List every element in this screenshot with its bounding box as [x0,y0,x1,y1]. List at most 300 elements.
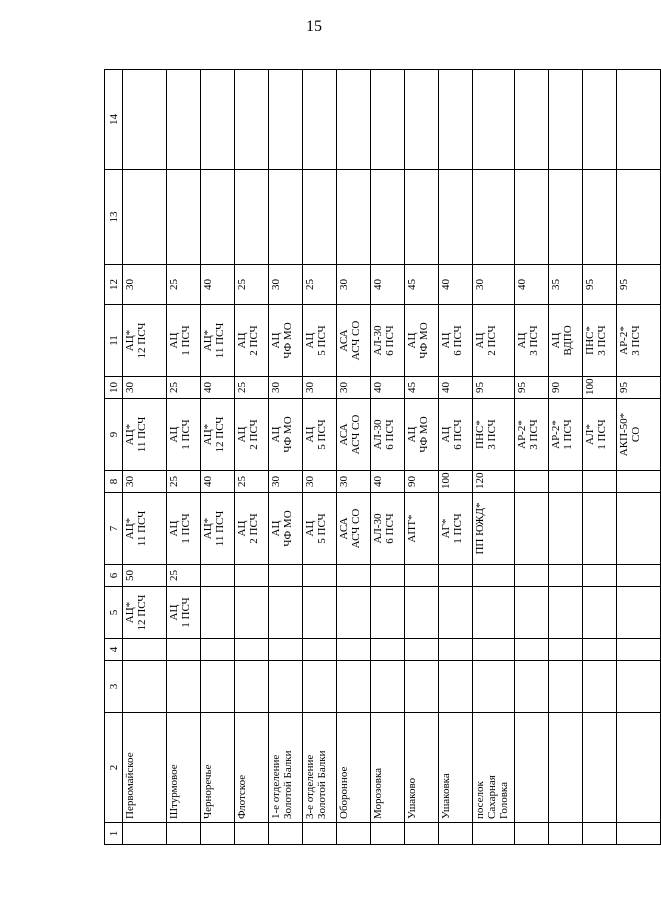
table-cell [201,639,235,661]
table-row [167,70,201,845]
cell-text: АСА [338,423,350,446]
table-cell [583,265,617,305]
table-cell [583,565,617,587]
table-row [303,70,337,845]
table-cell [303,639,337,661]
table-cell [123,377,167,399]
table-cell [405,493,439,565]
cell-text: 1 ПСЧ [180,325,192,356]
table-cell [617,170,661,265]
table-row [549,70,583,845]
cell-text: Ушаково [406,777,418,819]
settlement-name-cell [405,713,439,823]
cell-text: 12 ПСЧ [214,416,226,453]
table-cell [515,377,549,399]
cell-text: 30 [304,476,316,487]
table-cell [303,471,337,493]
table-cell [337,399,371,471]
settlement-name-cell [123,713,167,823]
column-number-3: 3 [105,661,123,713]
table-cell [167,399,201,471]
cell-text: 25 [168,382,180,393]
table-cell [371,639,405,661]
cell-text: АЦ [406,332,418,349]
cell-text: АЦ [304,520,316,537]
table-cell [617,565,661,587]
table-cell [583,639,617,661]
cell-text: 30 [304,382,316,393]
settlement-name-cell [167,713,201,823]
cell-text: АЦ [406,426,418,443]
cell-text: 30 [124,476,136,487]
table-cell [549,587,583,639]
table-cell [549,170,583,265]
table-cell [235,661,269,713]
cell-text: 2 ПСЧ [248,419,260,450]
table-cell [303,265,337,305]
table-cell [303,493,337,565]
cell-text: 1 ПСЧ [180,513,192,544]
table-cell [473,70,515,170]
table-cell [201,823,235,845]
cell-text: АСА [338,329,350,352]
cell-text: АЦ* [124,423,136,446]
cell-text: 25 [168,570,180,581]
table-cell [167,305,201,377]
table-cell [123,639,167,661]
cell-text: АЦ [440,332,452,349]
cell-text: 6 ПСЧ [384,419,396,450]
table-cell [371,70,405,170]
table-cell [439,565,473,587]
table-cell [235,471,269,493]
cell-text: 45 [406,279,418,290]
settlement-name-cell [201,713,235,823]
cell-text: ПНС* [474,420,486,449]
cell-text: 2 ПСЧ [248,325,260,356]
table-cell [617,70,661,170]
table-cell [337,170,371,265]
cell-text: 11 ПСЧ [136,416,148,453]
table-cell [473,661,515,713]
table-cell [583,70,617,170]
settlement-name-cell [337,713,371,823]
table-cell [337,661,371,713]
cell-text: АЦ* [124,601,136,624]
table-row [405,70,439,845]
table-cell [235,170,269,265]
column-number-14: 14 [105,70,123,170]
table-cell [123,587,167,639]
table-cell [371,661,405,713]
cell-text: 11 ПСЧ [214,510,226,547]
table-cell [201,305,235,377]
table-cell [617,823,661,845]
table-cell [269,493,303,565]
cell-text: ПНС* [584,326,596,355]
table-cell [473,399,515,471]
cell-text: 30 [124,382,136,393]
cell-text: АЦ [304,426,316,443]
table-cell [167,471,201,493]
cell-text: АР-2* [618,326,630,355]
cell-text: Головка [498,782,510,819]
cell-text: АСА [338,517,350,540]
table-cell [123,70,167,170]
table-cell [405,823,439,845]
table-cell [515,493,549,565]
settlement-name-cell [303,713,337,823]
table-cell [371,493,405,565]
cell-text: 3 ПСЧ [596,325,608,356]
cell-text: АЦ [168,332,180,349]
cell-text: 25 [168,279,180,290]
table-cell [473,639,515,661]
table-cell [473,265,515,305]
table-cell [269,399,303,471]
table-cell [269,661,303,713]
cell-text: 40 [440,382,452,393]
cell-text: ЧФ МО [282,416,294,453]
table-cell [549,377,583,399]
cell-text: 2 ПСЧ [486,325,498,356]
table-cell [123,305,167,377]
table-cell [269,265,303,305]
table-cell [439,661,473,713]
cell-text: Сахарная [486,775,498,819]
table-cell [583,471,617,493]
table-cell [439,70,473,170]
table-cell [405,639,439,661]
cell-text: АЦ [304,332,316,349]
table-cell [303,823,337,845]
table-cell [549,305,583,377]
table-cell [405,170,439,265]
table-cell [337,823,371,845]
column-number-8: 8 [105,471,123,493]
table-cell [549,493,583,565]
table-cell [269,377,303,399]
column-number-12: 12 [105,265,123,305]
table-cell [405,70,439,170]
cell-text: АКП-50* [618,412,630,457]
cell-text: АЦ* [124,329,136,352]
table-cell [167,661,201,713]
table-cell [201,587,235,639]
cell-text: 40 [372,382,384,393]
table-row [235,70,269,845]
table-cell [583,661,617,713]
table-cell [167,823,201,845]
settlement-name-cell [549,713,583,823]
table-cell [337,265,371,305]
table-cell [617,265,661,305]
table-cell [473,493,515,565]
table-cell [235,305,269,377]
cell-text: АЦ* [202,517,214,540]
settlement-name-cell [617,713,661,823]
table-cell [473,170,515,265]
table-cell [515,587,549,639]
cell-text: АСЧ СО [350,414,362,455]
table-cell [439,399,473,471]
table-cell [515,399,549,471]
table-cell [235,565,269,587]
cell-text: АР-2* [516,420,528,449]
settlement-name-cell [439,713,473,823]
table-cell [515,305,549,377]
cell-text: АСЧ СО [350,320,362,361]
table-cell [303,377,337,399]
table-cell [549,565,583,587]
cell-text: АЦ [516,332,528,349]
table-cell [337,70,371,170]
table-cell [617,493,661,565]
table-cell [201,493,235,565]
cell-text: АЦ [550,332,562,349]
table-cell [549,661,583,713]
table-cell [269,70,303,170]
settlement-name-cell [583,713,617,823]
table-cell [337,305,371,377]
table-cell [515,471,549,493]
table-cell [123,493,167,565]
cell-text: 95 [584,279,596,290]
cell-text: АПТ* [406,514,418,543]
table-cell [549,70,583,170]
table-cell [201,70,235,170]
table-cell [439,587,473,639]
table-cell [515,70,549,170]
table-cell [549,399,583,471]
table-cell [371,377,405,399]
table-cell [515,565,549,587]
table-cell [405,471,439,493]
settlement-name-cell [371,713,405,823]
column-number-10: 10 [105,377,123,399]
table-cell [473,305,515,377]
cell-text: ЧФ МО [418,416,430,453]
cell-text: АР-2* [550,420,562,449]
cell-text: 5 ПСЧ [316,419,328,450]
table-cell [405,265,439,305]
table-row [123,70,167,845]
cell-text: 90 [406,476,418,487]
column-number-11: 11 [105,305,123,377]
table-cell [235,399,269,471]
cell-text: 30 [270,476,282,487]
cell-text: 95 [618,382,630,393]
settlement-name-cell [473,713,515,823]
table-cell [371,471,405,493]
column-number-2: 2 [105,713,123,823]
table-cell [303,170,337,265]
column-number-5: 5 [105,587,123,639]
table-cell [303,399,337,471]
table-cell [439,305,473,377]
cell-text: 40 [516,279,528,290]
table-cell [303,661,337,713]
table-cell [337,639,371,661]
cell-text: АЛ-30 [372,513,384,544]
table-cell [235,265,269,305]
column-number-9: 9 [105,399,123,471]
table-cell [123,399,167,471]
table-row [439,70,473,845]
cell-text: 30 [338,382,350,393]
cell-text: 30 [338,279,350,290]
table-cell [583,377,617,399]
cell-text: Штурмовое [168,764,180,819]
table-cell [337,587,371,639]
table-row [269,70,303,845]
table-cell [167,377,201,399]
table-cell [405,565,439,587]
table-cell [167,493,201,565]
table-cell [617,639,661,661]
cell-text: 95 [516,382,528,393]
cell-text: 40 [372,279,384,290]
cell-text: 30 [338,476,350,487]
cell-text: АСЧ СО [350,508,362,549]
table-cell [515,170,549,265]
table-cell [303,305,337,377]
table-cell [371,170,405,265]
cell-text: 40 [202,279,214,290]
cell-text: 2 ПСЧ [248,513,260,544]
table-cell [303,587,337,639]
table-cell [235,639,269,661]
cell-text: ЧФ МО [282,510,294,547]
table-cell [123,471,167,493]
cell-text: АЛ-30 [372,419,384,450]
table-cell [269,565,303,587]
cell-text: 3 ПСЧ [528,325,540,356]
cell-text: 1 ПСЧ [596,419,608,450]
table-cell [473,565,515,587]
table-row [583,70,617,845]
table-cell [201,471,235,493]
cell-text: 25 [236,382,248,393]
cell-text: Черноречье [202,764,214,819]
table-cell [439,377,473,399]
table-cell [583,823,617,845]
table-cell [583,305,617,377]
table-cell [515,661,549,713]
cell-text: 12 ПСЧ [136,322,148,359]
resource-table [104,69,661,845]
cell-text: 25 [236,279,248,290]
column-number-4: 4 [105,639,123,661]
table-cell [617,305,661,377]
table-cell [439,170,473,265]
table-cell [269,305,303,377]
table-row [617,70,661,845]
table-cell [269,639,303,661]
table-cell [473,587,515,639]
cell-text: АЦ* [124,517,136,540]
cell-text: 30 [270,279,282,290]
table-cell [303,70,337,170]
cell-text: 11 ПСЧ [214,322,226,359]
table-cell [337,493,371,565]
column-number-7: 7 [105,493,123,565]
header-row [105,70,123,845]
table-cell [405,587,439,639]
table-cell [473,377,515,399]
cell-text: 6 ПСЧ [452,419,464,450]
cell-text: 3-е отделение [304,754,316,819]
cell-text: АЦ [236,520,248,537]
table-cell [371,265,405,305]
table-cell [235,377,269,399]
cell-text: 11 ПСЧ [136,510,148,547]
page-number: 15 [306,18,322,35]
table-cell [167,70,201,170]
cell-text: 1-е отделение [270,754,282,819]
cell-text: Морозовка [372,767,384,819]
table-cell [371,305,405,377]
settlement-name-cell [235,713,269,823]
table-cell [235,587,269,639]
cell-text: АЦ [168,426,180,443]
cell-text: 6 ПСЧ [384,325,396,356]
column-number-13: 13 [105,170,123,265]
cell-text: 5 ПСЧ [316,325,328,356]
cell-text: Ушаковка [440,773,452,819]
table-cell [167,170,201,265]
cell-text: 100 [584,378,596,395]
rotated-table-container [104,70,642,845]
table-cell [269,823,303,845]
column-number-1: 1 [105,823,123,845]
cell-text: 3 ПСЧ [528,419,540,450]
table-cell [439,823,473,845]
table-cell [201,377,235,399]
cell-text: 50 [124,570,136,581]
table-cell [201,265,235,305]
cell-text: АЦ [168,604,180,621]
cell-text: АЛ* [584,424,596,445]
table-cell [617,399,661,471]
table-cell [583,587,617,639]
cell-text: 3 ПСЧ [486,419,498,450]
table-cell [515,639,549,661]
cell-text: АЦ [270,332,282,349]
table-cell [167,587,201,639]
cell-text: АЛ-30 [372,325,384,356]
table-row [201,70,235,845]
table-cell [515,823,549,845]
cell-text: АЦ [440,426,452,443]
table-cell [405,305,439,377]
table-row [337,70,371,845]
table-row [371,70,405,845]
cell-text: Флотское [236,774,248,819]
cell-text: Оборонное [338,766,350,819]
cell-text: 40 [202,382,214,393]
table-cell [549,823,583,845]
table-cell [167,639,201,661]
table-cell [617,587,661,639]
settlement-name-cell [515,713,549,823]
table-cell [123,265,167,305]
cell-text: 25 [236,476,248,487]
cell-text: 1 ПСЧ [180,597,192,628]
table-cell [201,565,235,587]
table-cell [583,170,617,265]
cell-text: Золотой Балки [316,750,328,819]
